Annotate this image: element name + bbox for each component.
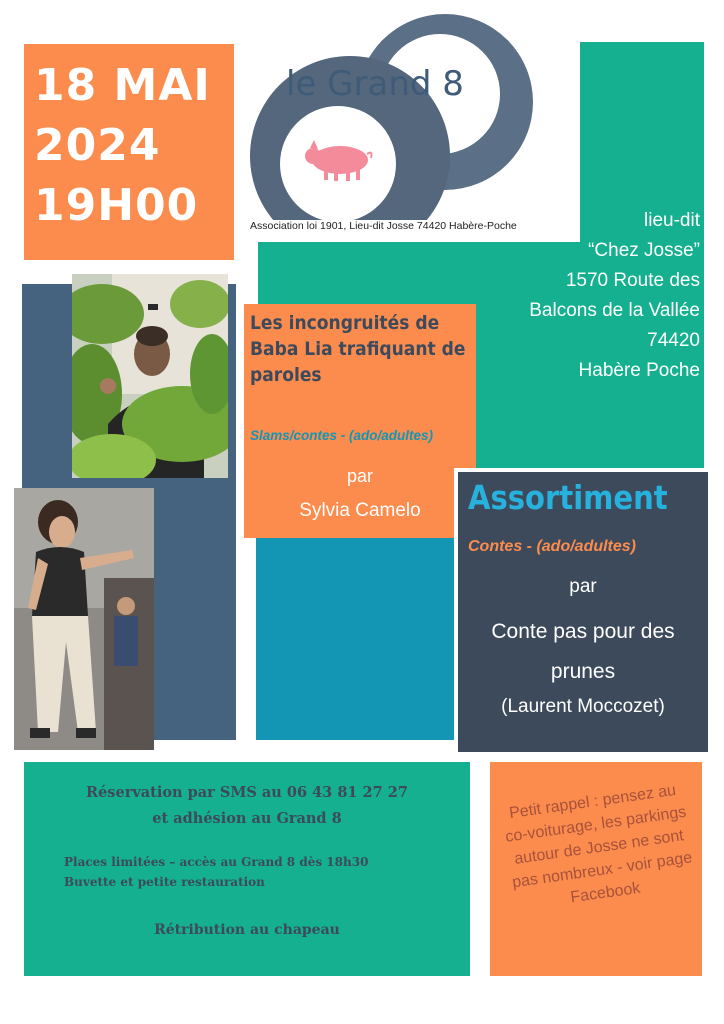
- reservation-membership: et adhésion au Grand 8: [152, 810, 342, 827]
- date-year: 2024: [34, 120, 161, 171]
- date-time: 19H00: [34, 180, 199, 231]
- address-line: “Chez Josse”: [588, 240, 700, 261]
- logo-name: le Grand 8: [286, 64, 464, 104]
- reservation-access: Places limitées – accès au Grand 8 dès 18h30: [64, 855, 369, 869]
- show-card-2: [454, 468, 710, 754]
- address-line: Balcons de la Vallée: [529, 300, 700, 321]
- show2-genre: Contes - (ado/adultes): [468, 538, 637, 555]
- address-line: Habère Poche: [578, 360, 700, 381]
- date-day: 18 MAI: [34, 60, 211, 111]
- performer-photo-woman: [14, 488, 154, 750]
- show1-title: Les incongruités de Baba Lia trafiquant de paroles: [250, 312, 466, 386]
- show-card-1: [244, 304, 476, 538]
- reservation-bar: Buvette et petite restauration: [64, 875, 265, 889]
- logo-subtitle: Association loi 1901, Lieu-dit Josse 74420 Habère-Poche: [250, 220, 517, 232]
- address-line: 1570 Route des: [565, 270, 700, 291]
- show2-performer: (Laurent Moccozet): [501, 696, 665, 717]
- venue-address: [478, 206, 700, 386]
- reservation-payment: Rétribution au chapeau: [154, 922, 340, 938]
- carpool-reminder: [490, 762, 702, 976]
- show2-title: Assortiment: [468, 478, 668, 517]
- performer-photo-man: [72, 274, 228, 478]
- show2-par: par: [569, 576, 597, 597]
- show1-performer: Sylvia Camelo: [299, 500, 421, 521]
- reservation-sms: Réservation par SMS au 06 43 81 27 27: [86, 784, 408, 801]
- show1-par: par: [346, 466, 373, 486]
- reminder-text: Petit rappel : pensez au co-voiturage, les parkings autour de Josse ne sont pas nombreux - voir page Facebook: [504, 781, 694, 907]
- reservation-box: [24, 762, 470, 976]
- show1-genre: Slams/contes - (ado/adultes): [250, 428, 434, 443]
- event-date: [24, 44, 234, 260]
- show2-company: Conte pas pour des prunes: [491, 620, 675, 683]
- address-line: 74420: [647, 330, 700, 351]
- logo-circles: [250, 14, 580, 220]
- address-line: lieu-dit: [644, 210, 700, 231]
- blue-background-block: [256, 538, 482, 740]
